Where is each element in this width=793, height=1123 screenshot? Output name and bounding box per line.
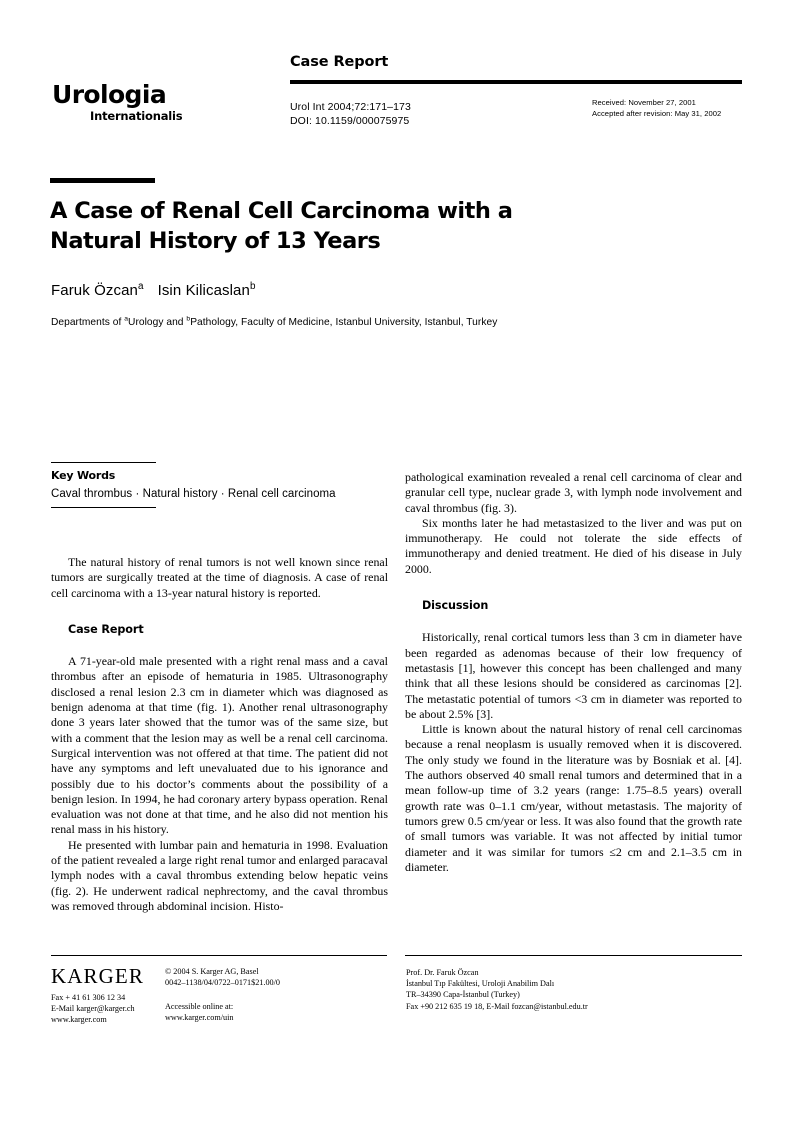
received-date: Received: November 27, 2001 [592, 98, 696, 107]
correspondence-block [406, 967, 588, 1012]
masthead-rule [290, 80, 742, 84]
affiliation-suffix: Pathology, Faculty of Medicine, Istanbul University, Istanbul, Turkey [190, 317, 498, 328]
journal-logo [52, 82, 262, 123]
copyright-block [165, 966, 280, 988]
right-column [405, 470, 742, 875]
case-paragraph-1: A 71-year-old male presented with a right renal mass and a caval thrombus after an episode of hematuria in 1985. Ultrasonography disclosed a renal lesion 2.3 cm in diameter which was diagnosed as benign adenoma at that time (fig. 1). Another renal ultrasonography done 3 years later showed that the tumor was of the same size, but with a comment that the lesion may as well be a renal cell carcinoma. Surgical intervention was not offered at that time. The patient did not have any symptoms and left unevaluated due to his ignorance and possibly due to his doctor’s comments about the possibility of a benign lesion. In 1994, he had coronary artery bypass operation. Renal evaluation was not done at that time, and he also did not mention his renal mass in his history. [51, 654, 388, 837]
section-heading-discussion: Discussion [422, 599, 489, 613]
title-rule [50, 178, 155, 183]
spacer [51, 637, 388, 654]
page-title [50, 196, 610, 256]
affiliation-mid: Urology and [128, 317, 187, 328]
author-2: Isin Kilicaslan [157, 282, 250, 299]
doi: DOI: 10.1159/000075975 [290, 115, 410, 127]
affiliation [51, 317, 497, 328]
correspondence-contact: Fax +90 212 635 19 18, E-Mail fozcan@istanbul.edu.tr [406, 1001, 588, 1011]
discussion-paragraph-1: Historically, renal cortical tumors less than 3 cm in diameter have been regarded as adenomas because of their low frequency of metastasis [1], however this concept has been challenged and many think that all these lesions should be considered as carcinomas [2]. The metastatic potential of tumors <3 cm in diameter was reported to be about 2.5% [3]. [405, 630, 742, 721]
publisher-fax: Fax + 41 61 306 12 34 [51, 993, 126, 1002]
publisher-logo: KARGER [51, 964, 144, 988]
publisher-contact [51, 993, 135, 1025]
citation-block [290, 100, 411, 128]
spacer [405, 613, 742, 630]
section-heading-case-report: Case Report [68, 622, 144, 636]
accessible-online-label: Accessible online at: [165, 1002, 234, 1011]
accessible-online-url[interactable]: www.karger.com/uin [165, 1013, 234, 1022]
intro-paragraph: The natural history of renal tumors is not well known since renal tumors are surgically treated at the time of diagnosis. A case of renal cell carcinoma with a 13-year natural history is reported. [51, 555, 388, 600]
author-1-affiliation-marker: a [137, 281, 144, 292]
author-1: Faruk Özcan [51, 282, 138, 299]
affiliation-prefix: Departments of [51, 317, 125, 328]
publication-dates [592, 97, 721, 119]
keywords-block [51, 462, 381, 508]
title-line-2: Natural History of 13 Years [50, 228, 381, 254]
affiliation-marker-a: a [124, 315, 129, 323]
copyright-line: © 2004 S. Karger AG, Basel [165, 967, 259, 976]
section-kicker: Case Report [290, 54, 389, 70]
keywords-list: Caval thrombus · Natural history · Renal cell carcinoma [51, 488, 336, 500]
correspondence-name: Prof. Dr. Faruk Özcan [406, 968, 479, 977]
spacer [51, 601, 388, 622]
publisher-website[interactable]: www.karger.com [51, 1014, 107, 1024]
footer-rule-right [405, 955, 742, 956]
accepted-date: Accepted after revision: May 31, 2002 [592, 109, 722, 118]
continuation-paragraph: pathological examination revealed a renal cell carcinoma of clear and granular cell type, nuclear grade 3, with lymph node involvement and caval thrombus (fig. 3). [405, 470, 742, 515]
correspondence-address: TR–34390 Capa-İstanbul (Turkey) [406, 990, 520, 1000]
keywords-rule-top [51, 462, 156, 463]
journal-logo-main: Urologia [52, 80, 167, 109]
correspondence-institution: İstanbul Tıp Fakültesi, Uroloji Anabilim Dalı [406, 979, 555, 989]
author-list [51, 282, 256, 299]
case-paragraph-3: Six months later he had metastasized to the liver and was put on immunotherapy. He could not tolerate the side effects of immunotherapy and denied treatment. He died of his disease in July 2000. [405, 515, 742, 576]
spacer [405, 577, 742, 598]
online-access-block [165, 1001, 233, 1023]
affiliation-marker-b: b [186, 315, 191, 323]
discussion-paragraph-2: Little is known about the natural history of renal cell carcinomas because a renal neoplasm is usually removed when it is discovered. The only study we found in the literature was by Bosniak et al. [4]. The authors observed 40 small renal tumors and determined that in a mean follow-up time of 3.2 years (range: 1.75–8.5 years) overall growth rate was 0–1.1 cm/year, without metastasis. The majority of tumors grew 0.5 cm/year or less. It was also found that the growth rate of small tumors was variable. It was not affected by initial tumor diameter and it was similar for tumors ≤2 cm and 2.1–3.5 cm in diameter. [405, 722, 742, 874]
title-line-1: A Case of Renal Cell Carcinoma with a [50, 198, 513, 224]
issn-line: 0042–1138/04/0722–0171$21.00/0 [165, 978, 281, 987]
left-column [51, 555, 388, 914]
publisher-email[interactable]: E-Mail karger@karger.ch [51, 1003, 135, 1013]
case-paragraph-2: He presented with lumbar pain and hematuria in 1998. Evaluation of the patient revealed a large right renal tumor and enlarged paracaval lymph nodes with a caval thrombus extending below hepatic veins (fig. 2). He underwent radical nephrectomy, and the caval thrombus was removed through abdominal incision. Histo- [51, 837, 388, 913]
author-2-affiliation-marker: b [249, 281, 256, 292]
journal-logo-sub: Internationalis [90, 109, 183, 123]
journal-citation: Urol Int 2004;72:171–173 [290, 101, 411, 113]
masthead [0, 0, 793, 175]
keywords-heading: Key Words [51, 469, 116, 482]
keywords-rule-bottom [51, 507, 156, 508]
footer-rule-left [51, 955, 387, 956]
